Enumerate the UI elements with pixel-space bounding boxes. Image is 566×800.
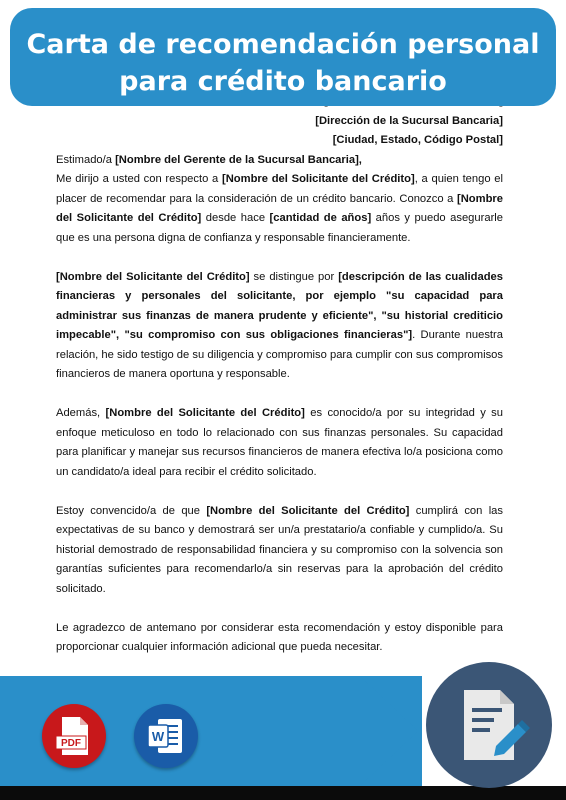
- paragraph-1: [56, 170, 503, 248]
- pdf-download-button[interactable]: [42, 704, 106, 768]
- greeting-prefix: Estimado/a: [56, 153, 116, 166]
- p3-b: [Nombre del Solicitante del Crédito]: [105, 407, 305, 419]
- address-line-2: [Ciudad, Estado, Código Postal]: [332, 134, 503, 146]
- p1-g: años y puedo asegurarle que es una persona digna de confianza y responsable financieramente.: [56, 212, 503, 244]
- document-edit-badge[interactable]: [426, 662, 552, 788]
- pdf-label: PDF: [61, 738, 81, 749]
- word-label: W: [151, 729, 165, 744]
- p3-c: es conocido/a por su integridad y su enfoque meticuloso en todo lo relacionado con sus finanzas personales. Su capacidad para planificar y manejar sus recursos financieros de manera efectiva lo/a posiciona como un candidato/a ideal para recibir el crédito solicitado.: [56, 407, 504, 478]
- p2-b: se distingue por: [249, 270, 339, 283]
- word-icon: [134, 704, 198, 768]
- p4-b: [Nombre del Solicitante del Crédito]: [206, 504, 410, 517]
- p4-c: cumplirá con las expectativas de su banco y demostrará ser un/a prestatario/a confiable y cumplido/a. Su historial demostrado de responsabilidad financiera y su compromiso con la solvencia son garantías suficientes para recomendarlo/a sin reservas para la aprobación del crédito solicitado.: [56, 504, 503, 595]
- greeting: [56, 151, 503, 171]
- word-download-button[interactable]: [134, 704, 198, 768]
- p2-a: [Nombre del Solicitante del Crédito]: [56, 270, 250, 283]
- p1-a: Me dirijo a usted con respecto a: [56, 173, 222, 185]
- greeting-name: [Nombre del Gerente de la Sucursal Bancaria],: [115, 153, 362, 166]
- p1-d: [Nombre del Solicitante del Crédito]: [56, 192, 503, 224]
- page-title: [10, 26, 556, 100]
- title-banner: [10, 8, 556, 106]
- letter-body: [56, 92, 503, 658]
- p1-b: [Nombre del Solicitante del Crédito]: [222, 173, 415, 185]
- paragraph-4: [56, 502, 503, 600]
- p4-a: Estoy convencido/a de que: [56, 504, 207, 517]
- address-line-1: [Dirección de la Sucursal Bancaria]: [315, 114, 503, 127]
- p1-f: [cantidad de años]: [269, 212, 372, 224]
- footer-strip: [0, 786, 566, 800]
- p2-c: [descripción de las cualidades financieras y personales del solicitante, por ejemplo "su capacidad para administrar sus finanzas de manera prudente y eficiente", "su historial crediticio impecable", "su compromiso con sus obligaciones financieras"]: [56, 270, 504, 341]
- title-line-1: Carta de recomendación personal: [26, 29, 540, 60]
- paragraph-5: [56, 619, 503, 658]
- p2-d: . Durante nuestra relación, he sido testigo de su diligencia y compromiso para cumplir con sus compromisos financieros de manera oportuna y responsable.: [56, 329, 503, 380]
- title-line-2: para crédito bancario: [119, 66, 447, 97]
- paragraph-3: [56, 404, 503, 482]
- paragraph-2: [56, 268, 503, 385]
- pdf-icon: [42, 704, 106, 768]
- p1-e: desde hace: [201, 212, 270, 224]
- document-edit-icon: [426, 662, 552, 788]
- band-arrow: [360, 676, 418, 786]
- p3-a: Además,: [56, 407, 106, 419]
- p1-c: , a quien tengo el placer de recomendar para la consideración de un crédito bancario. Conozco a: [56, 173, 503, 205]
- p5-a: Le agradezco de antemano por considerar esta recomendación y estoy disponible para proporcionar cualquier información adicional que pueda necesitar.: [56, 621, 503, 653]
